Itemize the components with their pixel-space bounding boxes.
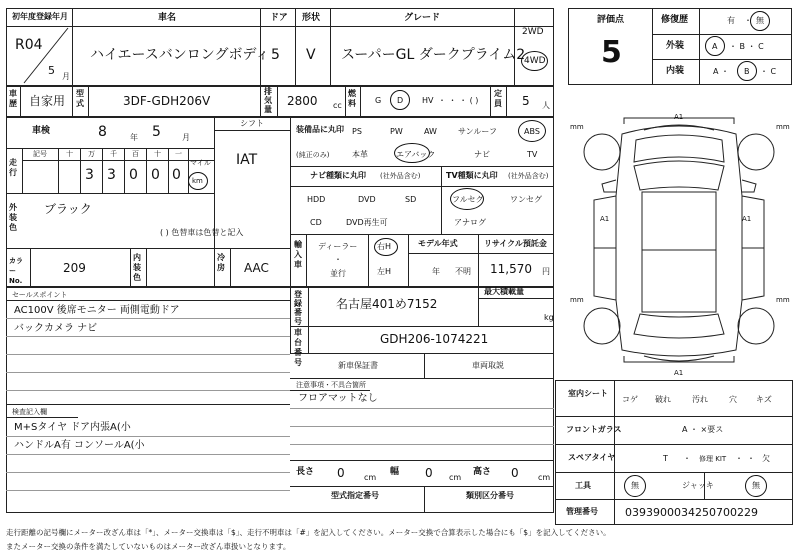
- class-label: 類別区分番号: [466, 491, 514, 500]
- displacement-label: 排気量: [264, 87, 272, 114]
- chassis-label: 車台番号: [294, 328, 302, 367]
- recycle-value: 11,570: [490, 262, 532, 276]
- mgmt-value: 0393900034250700229: [625, 506, 758, 519]
- spare-dot-1: ・: [683, 454, 691, 463]
- repair-yes: 有: [727, 16, 735, 25]
- height-value: 0: [511, 466, 519, 480]
- navi-label: ナビ種類に丸印: [310, 171, 366, 180]
- use-label: 車歴: [9, 89, 17, 108]
- seat-stain: 汚れ: [692, 395, 708, 404]
- yen-unit: 円: [542, 267, 550, 276]
- mileage-unit-sen: 千: [110, 150, 117, 158]
- height-label: 高さ: [473, 467, 492, 477]
- score-value: 5: [601, 35, 622, 70]
- sales-line-2: バックカメラ ナビ: [14, 323, 98, 334]
- grade-label: グレード: [404, 13, 441, 23]
- color-value: ブラック: [44, 202, 92, 216]
- inspection-label: 車検: [32, 126, 51, 136]
- fuel-d: D: [397, 96, 404, 105]
- first-reg-era: R04: [15, 37, 43, 53]
- spare-none: 欠: [762, 454, 770, 463]
- first-reg-month: 5: [48, 64, 55, 77]
- mark-a1-bottom: A1: [674, 369, 684, 377]
- equip-abs: ABS: [524, 127, 540, 136]
- interior-label: 内装: [666, 66, 685, 76]
- tire-mm-fl: mm: [570, 123, 584, 131]
- jack-value: 無: [752, 481, 760, 490]
- year-unit: 年: [130, 133, 138, 142]
- fuel-g: G: [375, 96, 382, 105]
- handle-left: 左H: [377, 267, 392, 276]
- door-label: ドア: [270, 13, 288, 23]
- inspection-year: 8: [98, 124, 107, 140]
- chassis-value: GDH206-1074221: [380, 332, 489, 346]
- repair-no: 無: [756, 16, 764, 25]
- score-label: 評価点: [597, 15, 625, 25]
- seat-tear: 破れ: [655, 395, 671, 404]
- notes-value: フロアマットなし: [298, 393, 378, 404]
- navi-sd: SD: [405, 195, 417, 204]
- mileage-unit-tenthousand10: 十: [66, 150, 73, 158]
- grade-value: スーパーGL ダークプライム2: [341, 47, 526, 63]
- cc-unit: cc: [333, 101, 342, 110]
- seat-hole: 穴: [729, 395, 737, 404]
- vehicle-sheet: [6, 8, 554, 513]
- mileage-unit-juu: 十: [154, 150, 161, 158]
- equip-aw: AW: [424, 127, 437, 136]
- car-damage-diagram: [564, 100, 794, 378]
- door-value: 5: [271, 47, 280, 63]
- model-year-unknown: 不明: [455, 267, 471, 276]
- month-unit: 月: [62, 72, 70, 81]
- capacity-value: 5: [522, 94, 530, 108]
- interior-b: B: [744, 67, 750, 76]
- mileage-digit-4: 0: [151, 167, 160, 183]
- model-label: 型式: [76, 89, 84, 108]
- length-value: 0: [337, 466, 345, 480]
- sales-line-1: AC100V 後席モニター 両側電動ドア: [14, 305, 180, 316]
- mileage-unit-symbol: 記号: [33, 150, 47, 158]
- equip-tv: TV: [527, 150, 538, 159]
- drive-2wd: 2WD: [522, 27, 544, 37]
- inspection-month: 5: [152, 124, 161, 140]
- tv-label: TV種類に丸印: [446, 171, 498, 180]
- navi-sub: (社外品含む): [380, 172, 421, 180]
- fuel-dots: ・ ・ ・ ( ): [438, 96, 479, 105]
- use-value: 自家用: [29, 94, 66, 108]
- color-label: 外装色: [9, 203, 17, 232]
- reg-no-label: 登録番号: [294, 290, 302, 326]
- navi-dvd-play: DVD再生可: [346, 218, 388, 227]
- mile-label: マイル: [190, 159, 211, 167]
- mark-a1-left: A1: [600, 215, 610, 223]
- footer-line-1: 走行距離の記号欄にメーター改ざん車は「*」、メーター交換車は「$」、走行不明車は「#」を記入してください。メーター交換で合算表示した場合にも「$」を記入してください。: [6, 528, 611, 537]
- width-label: 幅: [390, 467, 400, 477]
- sales-label: セールスポイント: [12, 291, 68, 299]
- spare-kit: 修理 KIT: [699, 455, 727, 463]
- equip-label: 装備品に丸印: [296, 125, 344, 134]
- equip-ps: PS: [352, 127, 362, 136]
- interior-a-dot: A ・: [713, 67, 730, 76]
- spare-label: スペアタイヤ: [568, 453, 616, 462]
- mileage-unit-ichi: 一: [175, 150, 182, 158]
- model-value: 3DF-GDH206V: [123, 94, 211, 108]
- mileage-digit-2: 3: [107, 167, 116, 183]
- equip-airbag: エアバック: [396, 150, 436, 159]
- width-cm: cm: [449, 473, 462, 482]
- shift-value: IAT: [236, 152, 258, 168]
- type-cert-label: 型式指定番号: [331, 491, 379, 500]
- mileage-unit-hyaku: 百: [132, 150, 139, 158]
- handle-right: 右H: [377, 242, 392, 251]
- import-label: 輸入車: [294, 240, 302, 269]
- equip-sunroof: サンルーフ: [458, 127, 497, 136]
- mileage-label: 走行: [9, 158, 17, 177]
- length-cm: cm: [364, 473, 377, 482]
- color-no-label: カラーNo.: [9, 257, 23, 285]
- capacity-label: 定員: [494, 89, 502, 108]
- spare-dot-2: ・: [735, 454, 743, 463]
- kg-unit: kg: [544, 313, 554, 322]
- tv-sub: (社外品含む): [508, 172, 549, 180]
- repair-dot: ・: [744, 16, 752, 25]
- spare-t: T: [663, 454, 668, 463]
- car-name-label: 車名: [158, 13, 177, 23]
- navi-dvd: DVD: [358, 195, 376, 204]
- interior-c: ・ C: [760, 67, 777, 76]
- fuel-hv: HV: [422, 96, 434, 105]
- mileage-unit-man: 万: [88, 150, 95, 158]
- manual-label: 車両取説: [472, 361, 504, 370]
- inspection-month-unit: 月: [182, 133, 190, 142]
- seat-label: 室内シート: [568, 389, 608, 398]
- color-no-value: 209: [63, 261, 86, 275]
- import-dot: ・: [334, 255, 342, 264]
- width-value: 0: [425, 466, 433, 480]
- ac-value: AAC: [244, 261, 269, 275]
- tire-mm-fr: mm: [776, 123, 790, 131]
- displacement-value: 2800: [287, 94, 318, 108]
- navi-hdd: HDD: [307, 195, 326, 204]
- first-reg-label: 初年度登録年月: [12, 12, 68, 21]
- car-name: ハイエースバンロングボディ: [90, 47, 270, 63]
- model-year-year: 年: [432, 267, 440, 276]
- exterior-a: A: [712, 42, 718, 51]
- equip-sub: (純正のみ): [296, 151, 330, 159]
- mileage-digit-3: 0: [129, 167, 138, 183]
- import-parallel: 並行: [330, 269, 346, 278]
- mileage-digit-1: 3: [85, 167, 94, 183]
- exterior-label: 外装: [666, 41, 685, 51]
- interior-color-label: 内装色: [133, 253, 141, 282]
- drive-4wd: 4WD: [524, 56, 546, 66]
- shift-label: シフト: [240, 119, 264, 128]
- tire-mm-rr: mm: [776, 296, 790, 304]
- tire-mm-rl: mm: [570, 296, 584, 304]
- equip-pw: PW: [390, 127, 403, 136]
- jack-label: ジャッキ: [682, 481, 714, 490]
- mark-a1-top: A1: [674, 113, 684, 121]
- warranty-label: 新車保証書: [338, 361, 378, 370]
- glass-value: A ・ ×要ス: [682, 425, 724, 434]
- seat-burn: コゲ: [622, 395, 638, 404]
- tv-analog: アナログ: [454, 218, 486, 227]
- exterior-rest: ・ B ・ C: [729, 42, 764, 51]
- notes-label: 注意事項・不具合箇所: [296, 381, 366, 389]
- footer-line-2: またメーター交換の条件を満たしていないものはメーター改ざん車扱いとなります。: [6, 542, 291, 551]
- import-dealer: ディーラー: [318, 242, 358, 251]
- tools-value: 無: [631, 481, 639, 490]
- person-unit: 人: [542, 101, 550, 110]
- shape-value: V: [306, 47, 316, 63]
- inspector-line-1: M+Sタイヤ ドア内張A(小: [14, 422, 131, 433]
- tv-oneseg: ワンセグ: [510, 195, 542, 204]
- fuel-label: 燃料: [348, 89, 356, 108]
- color-change-note: ( ) 色替車は色替と記入: [160, 228, 244, 237]
- repair-label: 修復歴: [661, 15, 689, 25]
- length-label: 長さ: [296, 467, 315, 477]
- equip-navi: ナビ: [474, 150, 490, 159]
- km-label: km: [192, 177, 203, 185]
- inspector-label: 検査記入欄: [12, 408, 47, 416]
- reg-no-value: 名古屋401め7152: [336, 297, 438, 311]
- height-cm: cm: [538, 473, 551, 482]
- navi-cd: CD: [310, 218, 322, 227]
- mileage-digit-5: 0: [172, 167, 181, 183]
- ac-label: 冷房: [217, 253, 225, 272]
- shape-label: 形状: [302, 13, 321, 23]
- tv-fullseg: フルセグ: [452, 195, 484, 204]
- seat-scratch: キズ: [756, 395, 772, 404]
- model-year-label: モデル年式: [418, 239, 458, 248]
- recycle-label: リサイクル預託金: [484, 239, 547, 248]
- max-load-label: 最大積載量: [484, 287, 524, 296]
- glass-label: フロントガラス: [566, 425, 622, 434]
- tools-label: 工具: [575, 481, 591, 490]
- mark-a1-right: A1: [742, 215, 752, 223]
- equip-leather: 本革: [352, 150, 368, 159]
- mgmt-label: 管理番号: [566, 507, 598, 516]
- spare-dot-3: ・: [747, 454, 755, 463]
- inspector-line-2: ハンドルA有 コンソールA(小: [14, 440, 145, 451]
